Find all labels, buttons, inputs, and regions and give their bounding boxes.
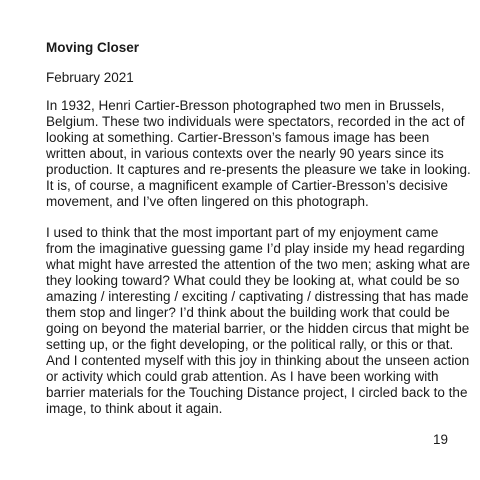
paragraph-line: from the imaginative guessing game I’d play inside my head regarding bbox=[46, 241, 465, 256]
paragraph-line: them stop and linger? I’d think about the building work that could be bbox=[46, 305, 450, 320]
paragraph-line: or activity which could grab attention. As I have been working with bbox=[46, 369, 439, 384]
paragraph-line: production. It captures and re-presents the pleasure we take in looking. bbox=[46, 162, 471, 177]
paragraph-line: looking at something. Cartier-Bresson’s famous image has been bbox=[46, 130, 430, 145]
paragraph-line: I used to think that the most important part of my enjoyment came bbox=[46, 225, 439, 240]
paragraph-line: amazing / interesting / exciting / captivating / distressing that has made bbox=[46, 289, 469, 304]
date-line: February 2021 bbox=[46, 70, 134, 85]
paragraph-line: they looking toward? What could they be looking at, what could be so bbox=[46, 273, 460, 288]
paragraph-1 bbox=[46, 98, 471, 210]
page-title: Moving Closer bbox=[46, 40, 140, 55]
paragraph-2 bbox=[46, 225, 470, 417]
paragraph-line: And I contented myself with this joy in thinking about the unseen action bbox=[46, 353, 470, 368]
paragraph-line: It is, of course, a magnificent example of Cartier-Bresson’s decisive bbox=[46, 178, 448, 193]
paragraph-line: written about, in various contexts over the nearly 90 years since its bbox=[46, 146, 444, 161]
paragraph-line: what might have arrested the attention of the two men; asking what are bbox=[46, 257, 470, 272]
paragraph-line: In 1932, Henri Cartier-Bresson photographed two men in Brussels, bbox=[46, 98, 445, 113]
paragraph-line: barrier materials for the Touching Distance project, I circled back to the bbox=[46, 385, 468, 400]
paragraph-line: image, to think about it again. bbox=[46, 401, 223, 416]
paragraph-line: going on beyond the material barrier, or the hidden circus that might be bbox=[46, 321, 470, 336]
paragraph-line: Belgium. These two individuals were spectators, recorded in the act of bbox=[46, 114, 465, 129]
paragraph-line: setting up, or the fight developing, or the political rally, or this or that. bbox=[46, 337, 454, 352]
page-number: 19 bbox=[432, 432, 448, 447]
paragraph-line: movement, and I’ve often lingered on this photograph. bbox=[46, 194, 369, 209]
